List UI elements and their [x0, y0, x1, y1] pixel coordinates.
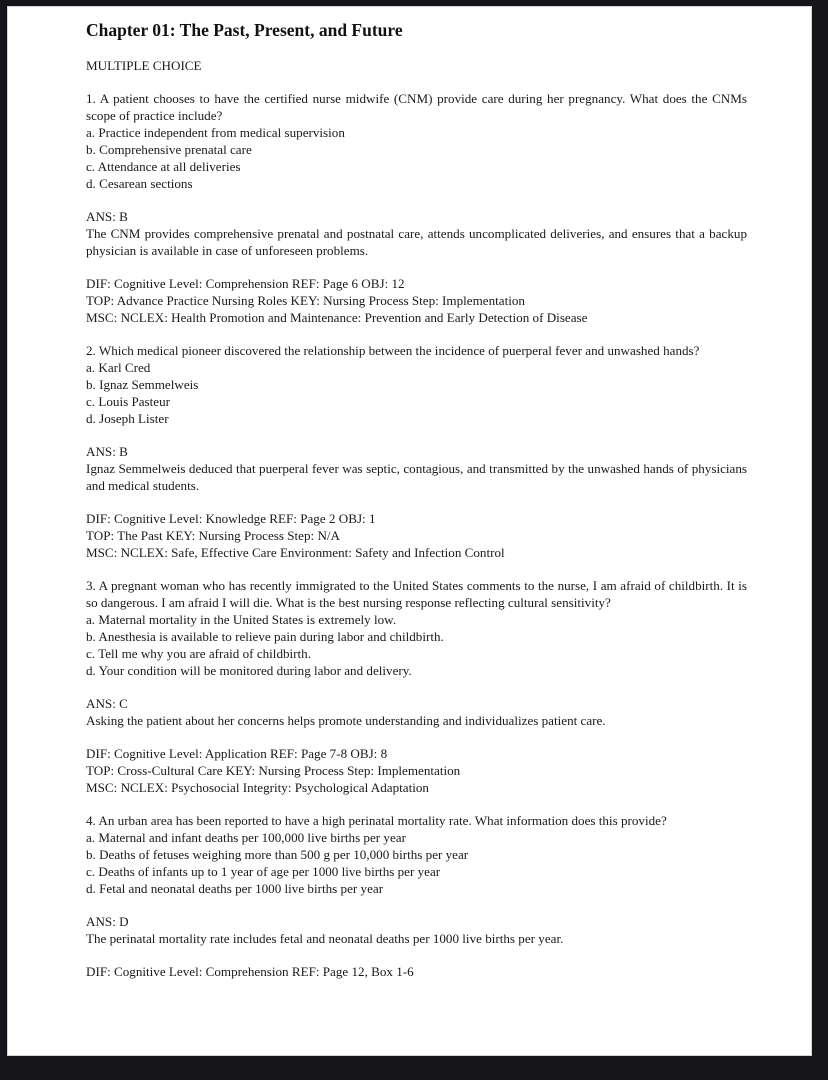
meta-msc: MSC: NCLEX: Health Promotion and Maintenance: Prevention and Early Detection of Disease — [86, 310, 588, 325]
choice-d: d. Fetal and neonatal deaths per 1000 live births per year — [86, 881, 384, 896]
question-block-4 — [86, 812, 747, 897]
choice-c: c. Louis Pasteur — [86, 394, 171, 409]
choice-a: a. Karl Cred — [86, 360, 151, 375]
choice-b: b. Anesthesia is available to relieve pain during labor and childbirth. — [86, 629, 444, 644]
rationale-text: Ignaz Semmelweis deduced that puerperal fever was septic, contagious, and transmitted by the unwashed hands of physicians and medical students. — [86, 461, 747, 493]
answer-block-3 — [86, 695, 747, 729]
question-block-3 — [86, 577, 747, 679]
meta-dif: DIF: Cognitive Level: Knowledge REF: Page 2 OBJ: 1 — [86, 511, 376, 526]
choice-d: d. Cesarean sections — [86, 176, 193, 191]
meta-dif: DIF: Cognitive Level: Application REF: Page 7-8 OBJ: 8 — [86, 746, 388, 761]
answer-line: ANS: C — [86, 696, 128, 711]
choice-a: a. Practice independent from medical supervision — [86, 125, 345, 140]
meta-msc: MSC: NCLEX: Safe, Effective Care Environment: Safety and Infection Control — [86, 545, 505, 560]
meta-block-4 — [86, 963, 747, 980]
question-stem: 4. An urban area has been reported to have a high perinatal mortality rate. What information does this provide? — [86, 813, 667, 828]
meta-top: TOP: The Past KEY: Nursing Process Step: N/A — [86, 528, 341, 543]
choice-b: b. Comprehensive prenatal care — [86, 142, 252, 157]
rationale-text: The perinatal mortality rate includes fetal and neonatal deaths per 1000 live births per year. — [86, 931, 564, 946]
question-block-2 — [86, 342, 747, 427]
rationale-text: The CNM provides comprehensive prenatal and postnatal care, attends uncomplicated deliveries, and ensures that a backup physician is available in case of unforeseen problems. — [86, 226, 747, 258]
page-title: Chapter 01: The Past, Present, and Future — [86, 20, 403, 40]
rationale-text: Asking the patient about her concerns helps promote understanding and individualizes patient care. — [86, 713, 606, 728]
meta-block-1 — [86, 275, 747, 326]
section-heading: MULTIPLE CHOICE — [86, 58, 202, 73]
answer-line: ANS: D — [86, 914, 129, 929]
choice-c: c. Attendance at all deliveries — [86, 159, 241, 174]
meta-top: TOP: Cross-Cultural Care KEY: Nursing Process Step: Implementation — [86, 763, 461, 778]
meta-dif: DIF: Cognitive Level: Comprehension REF: Page 6 OBJ: 12 — [86, 276, 405, 291]
question-block-1 — [86, 90, 747, 192]
question-stem: 3. A pregnant woman who has recently immigrated to the United States comments to the nurse, I am afraid of childbirth. It is so dangerous. I am afraid I will die. What is the best nursing response reflecting cultural sensitivity? — [86, 578, 747, 610]
answer-line: ANS: B — [86, 209, 128, 224]
choice-c: c. Tell me why you are afraid of childbirth. — [86, 646, 311, 661]
answer-block-1 — [86, 208, 747, 259]
choice-c: c. Deaths of infants up to 1 year of age per 1000 live births per year — [86, 864, 441, 879]
question-stem: 1. A patient chooses to have the certified nurse midwife (CNM) provide care during her pregnancy. What does the CNMs scope of practice include? — [86, 91, 747, 123]
choice-b: b. Deaths of fetuses weighing more than 500 g per 10,000 births per year — [86, 847, 469, 862]
choice-a: a. Maternal mortality in the United States is extremely low. — [86, 612, 397, 627]
choice-d: d. Joseph Lister — [86, 411, 169, 426]
meta-dif: DIF: Cognitive Level: Comprehension REF: Page 12, Box 1-6 — [86, 964, 414, 979]
meta-block-2 — [86, 510, 747, 561]
choice-b: b. Ignaz Semmelweis — [86, 377, 199, 392]
choice-a: a. Maternal and infant deaths per 100,000 live births per year — [86, 830, 406, 845]
meta-top: TOP: Advance Practice Nursing Roles KEY: Nursing Process Step: Implementation — [86, 293, 525, 308]
question-stem: 2. Which medical pioneer discovered the relationship between the incidence of puerperal fever and unwashed hands? — [86, 343, 700, 358]
document-content — [8, 7, 811, 980]
answer-line: ANS: B — [86, 444, 128, 459]
answer-block-2 — [86, 443, 747, 494]
meta-msc: MSC: NCLEX: Psychosocial Integrity: Psychological Adaptation — [86, 780, 429, 795]
answer-block-4 — [86, 913, 747, 947]
choice-d: d. Your condition will be monitored during labor and delivery. — [86, 663, 412, 678]
meta-block-3 — [86, 745, 747, 796]
document-page — [7, 6, 812, 1056]
